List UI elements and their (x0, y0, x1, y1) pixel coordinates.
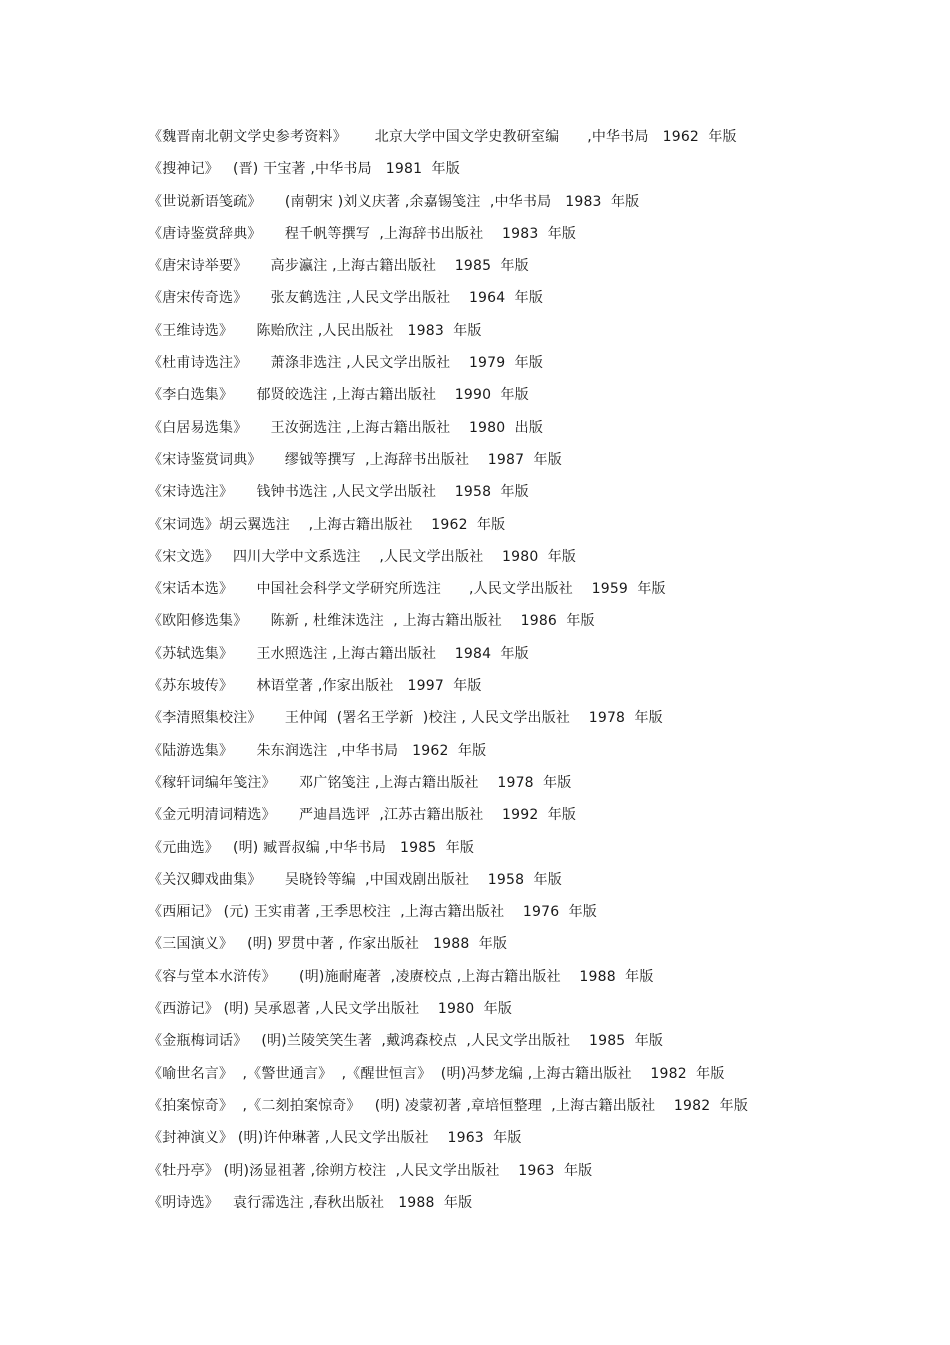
bibliography-entry: 《宋诗选注》 钱钟书选注 ,人民文学出版社 1958 年版 (148, 484, 529, 501)
bibliography-entry: 《牡丹亭》 (明)汤显祖著 ,徐朔方校注 ,人民文学出版社 1963 年版 (148, 1162, 593, 1179)
bibliography-entry: 《陆游选集》 朱东润选注 ,中华书局 1962 年版 (148, 742, 487, 759)
bibliography-entry: 《唐宋诗举要》 高步瀛注 ,上海古籍出版社 1985 年版 (148, 258, 529, 275)
bibliography-entry: 《搜神记》 (晋) 干宝著 ,中华书局 1981 年版 (148, 161, 460, 178)
bibliography-entry: 《宋文选》 四川大学中文系选注 ,人民文学出版社 1980 年版 (148, 548, 577, 565)
bibliography-entry: 《宋诗鉴赏词典》 缪钺等撰写 ,上海辞书出版社 1987 年版 (148, 451, 562, 468)
bibliography-entry: 《金元明清词精选》 严迪昌选评 ,江苏古籍出版社 1992 年版 (148, 807, 577, 824)
bibliography-entry: 《李清照集校注》 王仲闻 (署名王学新 )校注 , 人民文学出版社 1978 年版 (148, 710, 663, 727)
bibliography-entry: 《金瓶梅词话》 (明)兰陵笑笑生著 ,戴鸿森校点 ,人民文学出版社 1985 年版 (148, 1033, 664, 1050)
bibliography-entry: 《欧阳修选集》 陈新 , 杜维沫选注 , 上海古籍出版社 1986 年版 (148, 613, 595, 630)
bibliography-entry: 《封神演义》 (明)许仲琳著 ,人民文学出版社 1963 年版 (148, 1130, 522, 1147)
bibliography-entry: 《苏东坡传》 林语堂著 ,作家出版社 1997 年版 (148, 678, 482, 695)
bibliography-entry: 《世说新语笺疏》 (南朝宋 )刘义庆著 ,余嘉锡笺注 ,中华书局 1983 年版 (148, 193, 640, 210)
bibliography-list (148, 126, 848, 1224)
bibliography-entry: 《王维诗选》 陈贻欣注 ,人民出版社 1983 年版 (148, 322, 482, 339)
bibliography-entry: 《容与堂本水浒传》 (明)施耐庵著 ,凌赓校点 ,上海古籍出版社 1988 年版 (148, 968, 654, 985)
bibliography-entry: 《喻世名言》 ,《警世通言》 ,《醒世恒言》 (明)冯梦龙编 ,上海古籍出版社 1982 年版 (148, 1065, 725, 1082)
bibliography-entry: 《三国演义》 (明) 罗贯中著 , 作家出版社 1988 年版 (148, 936, 508, 953)
bibliography-entry: 《宋词选》胡云翼选注 ,上海古籍出版社 1962 年版 (148, 516, 506, 533)
bibliography-entry: 《白居易选集》 王汝弼选注 ,上海古籍出版社 1980 出版 (148, 419, 544, 436)
bibliography-entry: 《明诗选》 袁行霈选注 ,春秋出版社 1988 年版 (148, 1194, 473, 1211)
bibliography-entry: 《魏晋南北朝文学史参考资料》 北京大学中国文学史教研室编 ,中华书局 1962 年版 (148, 129, 737, 145)
bibliography-entry: 《西游记》 (明) 吴承恩著 ,人民文学出版社 1980 年版 (148, 1001, 513, 1018)
bibliography-entry: 《西厢记》 (元) 王实甫著 ,王季思校注 ,上海古籍出版社 1976 年版 (148, 904, 598, 921)
bibliography-entry: 《唐诗鉴赏辞典》 程千帆等撰写 ,上海辞书出版社 1983 年版 (148, 225, 577, 242)
bibliography-entry: 《杜甫诗选注》 萧涤非选注 ,人民文学出版社 1979 年版 (148, 355, 544, 372)
bibliography-entry: 《元曲选》 (明) 臧晋叔编 ,中华书局 1985 年版 (148, 839, 475, 856)
bibliography-entry: 《稼轩词编年笺注》 邓广铭笺注 ,上海古籍出版社 1978 年版 (148, 774, 572, 791)
bibliography-entry: 《苏轼选集》 王水照选注 ,上海古籍出版社 1984 年版 (148, 645, 529, 662)
bibliography-entry: 《关汉卿戏曲集》 吴晓铃等编 ,中国戏剧出版社 1958 年版 (148, 871, 562, 888)
bibliography-entry: 《宋话本选》 中国社会科学文学研究所选注 ,人民文学出版社 1959 年版 (148, 581, 666, 598)
bibliography-entry: 《拍案惊奇》 ,《二刻拍案惊奇》 (明) 凌蒙初著 ,章培恒整理 ,上海古籍出版社 1982 年版 (148, 1097, 749, 1114)
bibliography-entry: 《唐宋传奇选》 张友鹤选注 ,人民文学出版社 1964 年版 (148, 290, 544, 307)
bibliography-entry: 《李白选集》 郁贤皎选注 ,上海古籍出版社 1990 年版 (148, 387, 529, 404)
